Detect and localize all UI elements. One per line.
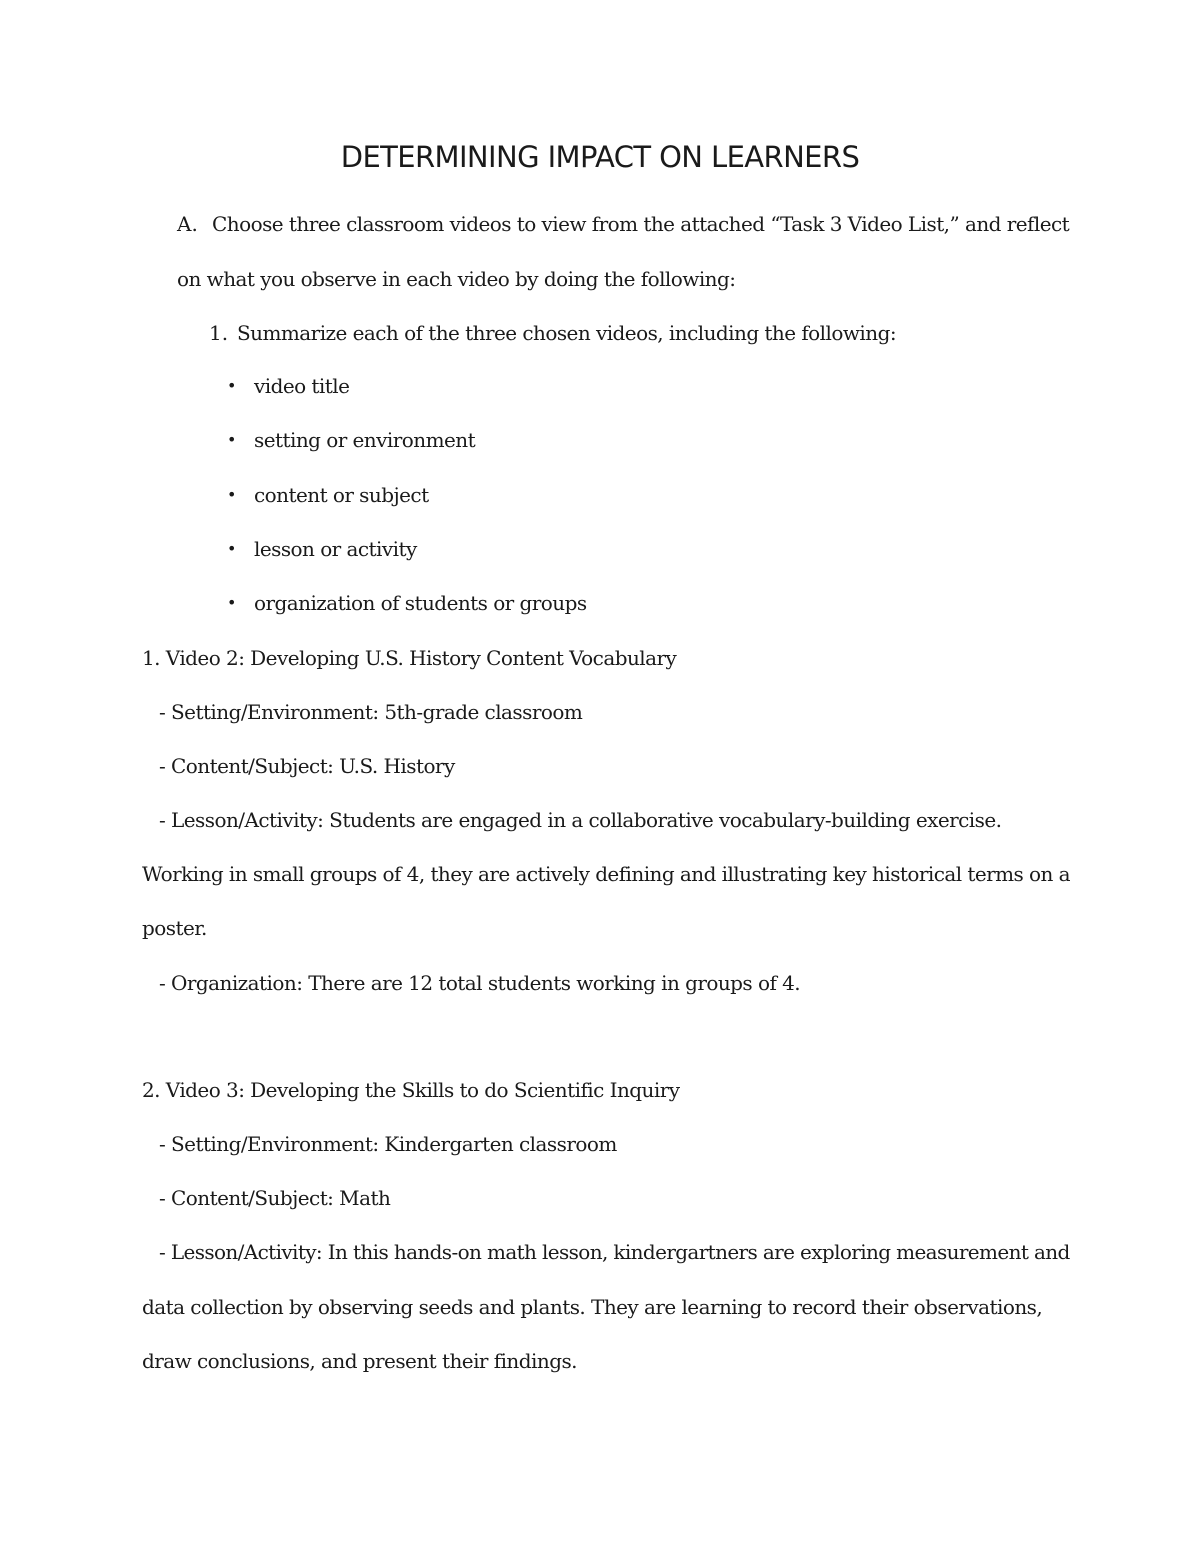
video-1-lesson-line-1: - Lesson/Activity: Students are engaged in a collaborative vocabulary-building exercise. <box>159 808 1002 832</box>
video-1-setting: - Setting/Environment: 5th-grade classroom <box>159 700 583 724</box>
video-2-setting: - Setting/Environment: Kindergarten classroom <box>159 1132 617 1156</box>
video-2-lesson-line-1: - Lesson/Activity: In this hands-on math lesson, kindergartners are exploring measurement and <box>159 1240 1070 1264</box>
bullet-item-organization: organization of students or groups <box>254 591 587 615</box>
page-title: DETERMINING IMPACT ON LEARNERS <box>340 140 860 174</box>
section-a-marker: A. <box>177 212 198 236</box>
video-2-lesson-line-3: draw conclusions, and present their findings. <box>142 1349 577 1373</box>
bullet-glyph: • <box>227 430 237 449</box>
bullet-item-setting: setting or environment <box>254 428 476 452</box>
video-1-lesson-line-3: poster. <box>142 916 207 940</box>
bullet-item-lesson: lesson or activity <box>254 537 417 561</box>
video-2-lesson-line-2: data collection by observing seeds and plants. They are learning to record their observations, <box>142 1295 1043 1319</box>
video-2-content: - Content/Subject: Math <box>159 1186 391 1210</box>
bullet-glyph: • <box>227 593 237 612</box>
bullet-glyph: • <box>227 376 237 395</box>
bullet-item-video-title: video title <box>254 374 350 398</box>
section-a-line-1: Choose three classroom videos to view from the attached “Task 3 Video List,” and reflect <box>212 212 1070 236</box>
section-a-line-2: on what you observe in each video by doing the following: <box>177 267 736 291</box>
video-1-lesson-line-2: Working in small groups of 4, they are actively defining and illustrating key historical terms on a <box>142 862 1070 886</box>
bullet-glyph: • <box>227 485 237 504</box>
video-1-content: - Content/Subject: U.S. History <box>159 754 455 778</box>
bullet-item-content: content or subject <box>254 483 429 507</box>
bullet-glyph: • <box>227 539 237 558</box>
step-1-marker: 1. <box>209 321 229 345</box>
video-1-organization: - Organization: There are 12 total students working in groups of 4. <box>159 971 801 995</box>
step-1-text: Summarize each of the three chosen videos, including the following: <box>237 321 897 345</box>
video-2-heading: 2. Video 3: Developing the Skills to do Scientific Inquiry <box>142 1078 680 1102</box>
video-1-heading: 1. Video 2: Developing U.S. History Content Vocabulary <box>142 646 677 670</box>
